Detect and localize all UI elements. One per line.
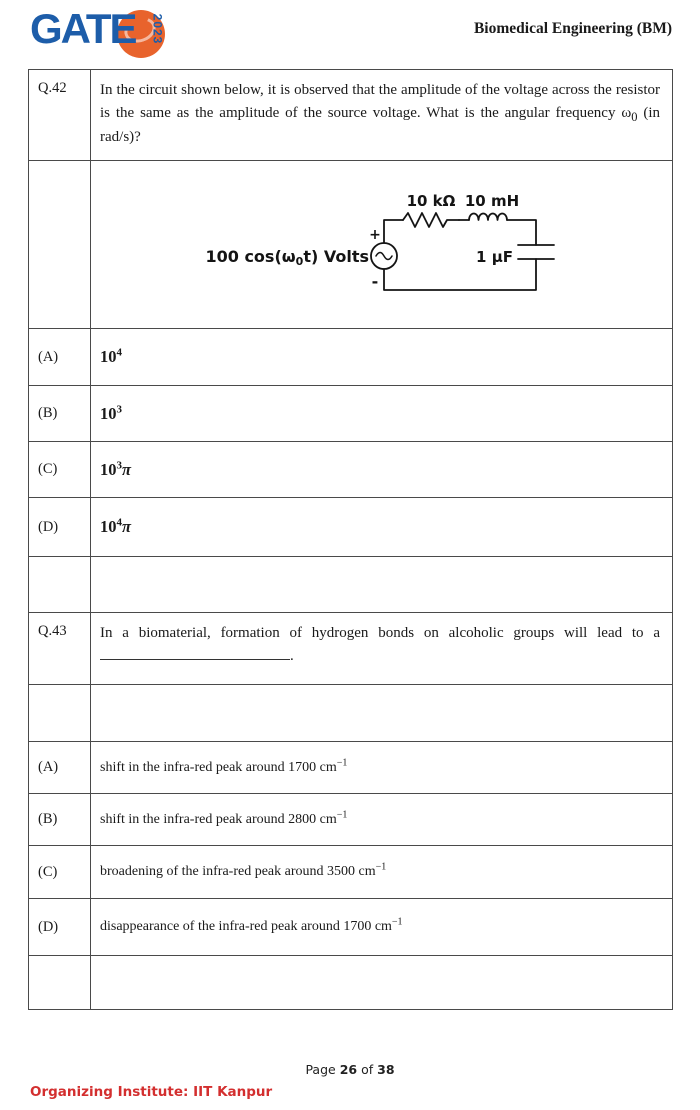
organizing-institute: Organizing Institute: IIT Kanpur (30, 1084, 273, 1100)
gate-logo (30, 6, 180, 62)
option-value-cell (91, 498, 672, 556)
q43-option-c-row (29, 846, 672, 899)
source-label-subscript: 0 (295, 255, 304, 268)
option-text-main: disappearance of the infra-red peak around 1700 cm (100, 919, 392, 934)
option-letter-cell (29, 899, 91, 955)
q42-text-end: (in rad/s)? (100, 104, 660, 146)
resistor-symbol (403, 213, 459, 227)
option-letter-cell (29, 442, 91, 497)
option-text-cell (91, 899, 672, 955)
option-text (100, 916, 403, 935)
question-table (28, 69, 673, 1010)
fill-blank-line (100, 645, 290, 660)
q42-text-cell (91, 70, 672, 160)
option-letter: (B) (38, 405, 58, 421)
option-text (100, 756, 348, 776)
page-number: 26 (339, 1062, 358, 1077)
option-letter-cell (29, 742, 91, 793)
total-pages: 38 (377, 1062, 395, 1077)
value-base: 10 (100, 403, 117, 423)
question-number: Q.43 (38, 623, 67, 639)
gate-logo-year: 2023 (150, 13, 165, 45)
inductor-label: 10 mH (464, 192, 520, 210)
inductor-symbol (469, 214, 507, 221)
q42-text: In the circuit shown below, it is observed that the amplitude of the voltage across the resistor is the same as the amplitude of the source voltage. What is the angular frequency ω (100, 82, 660, 121)
gate-logo-text: GATE (30, 5, 136, 52)
option-text-exponent: −1 (336, 756, 348, 768)
option-value-cell (91, 386, 672, 441)
value-suffix: π (122, 459, 132, 479)
q43-text: In a biomaterial, formation of hydrogen bonds on alcoholic groups will lead to a (100, 625, 660, 641)
spacer-row (29, 685, 672, 742)
option-value (100, 460, 131, 480)
q43-text-cell (91, 613, 672, 684)
option-text-main: broadening of the infra-red peak around 3500 cm (100, 864, 376, 879)
value-base: 10 (100, 517, 117, 536)
minus-polarity: - (371, 272, 379, 291)
resistor-label: 10 kΩ (406, 192, 456, 210)
option-text-cell (91, 846, 672, 898)
empty-number-cell (29, 161, 91, 328)
option-letter: (A) (38, 759, 59, 775)
option-letter: (B) (38, 811, 58, 827)
capacitor-symbol (518, 245, 554, 259)
value-exponent: 3 (116, 403, 122, 415)
option-text-exponent: −1 (375, 861, 387, 873)
q42-option-b-row (29, 386, 672, 442)
q42-number-cell (29, 70, 91, 160)
option-letter: (A) (38, 348, 59, 365)
q42-omega-subscript: 0 (631, 109, 638, 124)
question-number: Q.42 (38, 80, 67, 96)
option-text (100, 808, 348, 828)
q43-option-d-row (29, 899, 672, 956)
spacer-row (29, 557, 672, 613)
option-letter-cell (29, 846, 91, 898)
source-label-main: 100 cos(ω (205, 247, 296, 266)
q42-option-a-row (29, 329, 672, 386)
value-exponent: 4 (116, 516, 122, 529)
q43-option-b-row (29, 794, 672, 846)
page-indicator (0, 1062, 700, 1077)
option-text-main: shift in the infra-red peak around 1700 cm (100, 759, 337, 775)
spacer-row (29, 956, 672, 1009)
option-text-cell (91, 742, 672, 793)
option-text-main: shift in the infra-red peak around 2800 cm (100, 811, 337, 827)
q42-option-d-row (29, 498, 672, 557)
option-letter: (D) (38, 918, 59, 935)
option-letter-cell (29, 386, 91, 441)
q42-option-c-row (29, 442, 672, 498)
value-exponent: 4 (116, 346, 122, 359)
option-text-exponent: −1 (336, 808, 348, 820)
option-letter: (C) (38, 863, 58, 880)
value-base: 10 (100, 347, 117, 366)
value-exponent: 3 (116, 459, 122, 471)
option-text-cell (91, 794, 672, 845)
source-label-end: t) Volts (303, 247, 369, 266)
option-value-cell (91, 442, 672, 497)
value-suffix: π (122, 517, 132, 536)
q43-period: . (290, 647, 294, 664)
option-text-exponent: −1 (391, 916, 403, 928)
option-text (100, 861, 387, 880)
circuit-wires (384, 220, 536, 290)
option-letter-cell (29, 329, 91, 385)
option-letter-cell (29, 794, 91, 845)
q43-question-row (29, 613, 672, 685)
option-value-cell (91, 329, 672, 385)
option-letter-cell (29, 498, 91, 556)
option-letter: (D) (38, 518, 59, 535)
source-label (205, 247, 369, 268)
circuit-diagram (91, 161, 672, 308)
capacitor-label: 1 μF (476, 248, 513, 266)
option-value (100, 517, 131, 537)
option-value (100, 347, 122, 367)
plus-polarity: + (369, 227, 381, 243)
q42-question-row (29, 70, 672, 161)
circuit-svg (191, 185, 566, 303)
value-base: 10 (100, 459, 117, 479)
of-label: of (361, 1062, 374, 1077)
q42-circuit-row (29, 161, 672, 329)
paper-title: Biomedical Engineering (BM) (473, 20, 672, 37)
sine-wave-icon (376, 253, 392, 260)
option-letter: (C) (38, 461, 58, 477)
page-label: Page (305, 1062, 336, 1077)
q43-number-cell (29, 613, 91, 684)
q42-circuit-cell (91, 161, 672, 328)
option-value (100, 404, 122, 424)
q43-option-a-row (29, 742, 672, 794)
